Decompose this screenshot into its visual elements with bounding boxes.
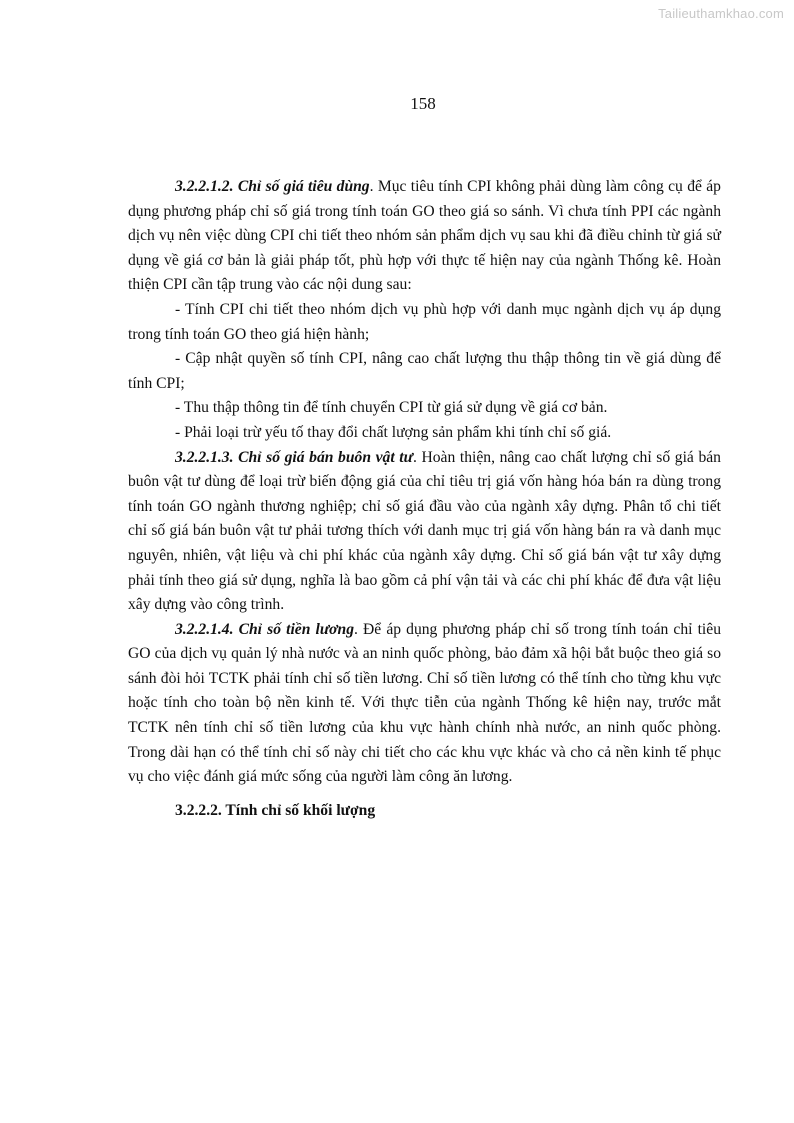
heading-wage-index: 3.2.2.1.4. Chỉ số tiền lương [175, 620, 354, 638]
paragraph-wholesale-price-text: . Hoàn thiện, nâng cao chất lượng chỉ số giá bán buôn vật tư dùng để loại trừ biến động giá của chỉ tiêu trị giá vốn hàng hóa bán ra dùng trong tính toán GO ngành thương nghiệp; chỉ số giá đầu vào của ngành xây dựng. Phân tổ chi tiết chỉ số giá bán buôn vật tư phải tương thích với danh mục trị giá vốn hàng bán ra và danh mục nguyên, nhiên, vật liệu và chi phí khác của ngành xây dựng. Chỉ số giá bán vật tư xây dựng phải tính theo giá sử dụng, nghĩa là bao gồm cả phí vận tải và các chi phí khác để đưa vật liệu xây dựng vào công trình. [128, 448, 721, 614]
section-heading-volume-index: 3.2.2.2. Tính chỉ số khối lượng [175, 801, 376, 819]
paragraph-wage-index-text: . Để áp dụng phương pháp chỉ số trong tính toán chỉ tiêu GO của dịch vụ quản lý nhà nước và an ninh quốc phòng, bảo đảm xã hội bắt buộc theo giá so sánh đòi hỏi TCTK phải tính chỉ số tiền lương. Chỉ số tiền lương có thể tính cho từng khu vực hoặc tính cho toàn bộ nền kinh tế. Với thực tiễn của ngành Thống kê hiện nay, trước mắt TCTK nên tính chỉ số tiền lương của khu vực hành chính nhà nước, an ninh quốc phòng. Trong dài hạn có thể tính chỉ số này chi tiết cho các khu vực khác và cho cả nền kinh tế phục vụ cho việc đánh giá mức sống của người làm công ăn lương. [128, 620, 721, 786]
heading-wholesale-price: 3.2.2.1.3. Chỉ số giá bán buôn vật tư [175, 448, 413, 466]
bullet-item: - Tính CPI chi tiết theo nhóm dịch vụ phù hợp với danh mục ngành dịch vụ áp dụng trong tính toán GO theo giá hiện hành; [128, 300, 721, 343]
bullet-item: - Thu thập thông tin để tính chuyển CPI từ giá sử dụng về giá cơ bản. [175, 399, 608, 417]
paragraph-wholesale-price [128, 446, 721, 618]
document-body [128, 175, 721, 823]
page-number: 158 [410, 94, 436, 113]
bullet-item: - Cập nhật quyền số tính CPI, nâng cao chất lượng thu thập thông tin về giá dùng để tính CPI; [128, 350, 721, 392]
heading-cpi: 3.2.2.1.2. Chỉ số giá tiêu dùng [175, 178, 370, 195]
paragraph-wage-index [128, 618, 721, 790]
bullet-item: - Phải loại trừ yếu tố thay đổi chất lượng sản phẩm khi tính chỉ số giá. [175, 423, 612, 441]
paragraph-cpi-text: . Mục tiêu tính CPI không phải dùng làm công cụ để áp dụng phương pháp chỉ số giá trong tính toán GO theo giá so sánh. Vì chưa tính PPI các ngành dịch vụ nên việc dùng CPI chi tiết theo nhóm sản phẩm dịch vụ sau khi đã điều chỉnh từ giá sử dụng về giá cơ bản là giải pháp tốt, phù hợp với thực tế hiện nay của ngành Thống kê. Hoàn thiện CPI cần tập trung vào các nội dung sau: [128, 178, 721, 294]
paragraph-cpi [128, 175, 721, 298]
watermark: Tailieuthamkhao.com [658, 6, 784, 21]
